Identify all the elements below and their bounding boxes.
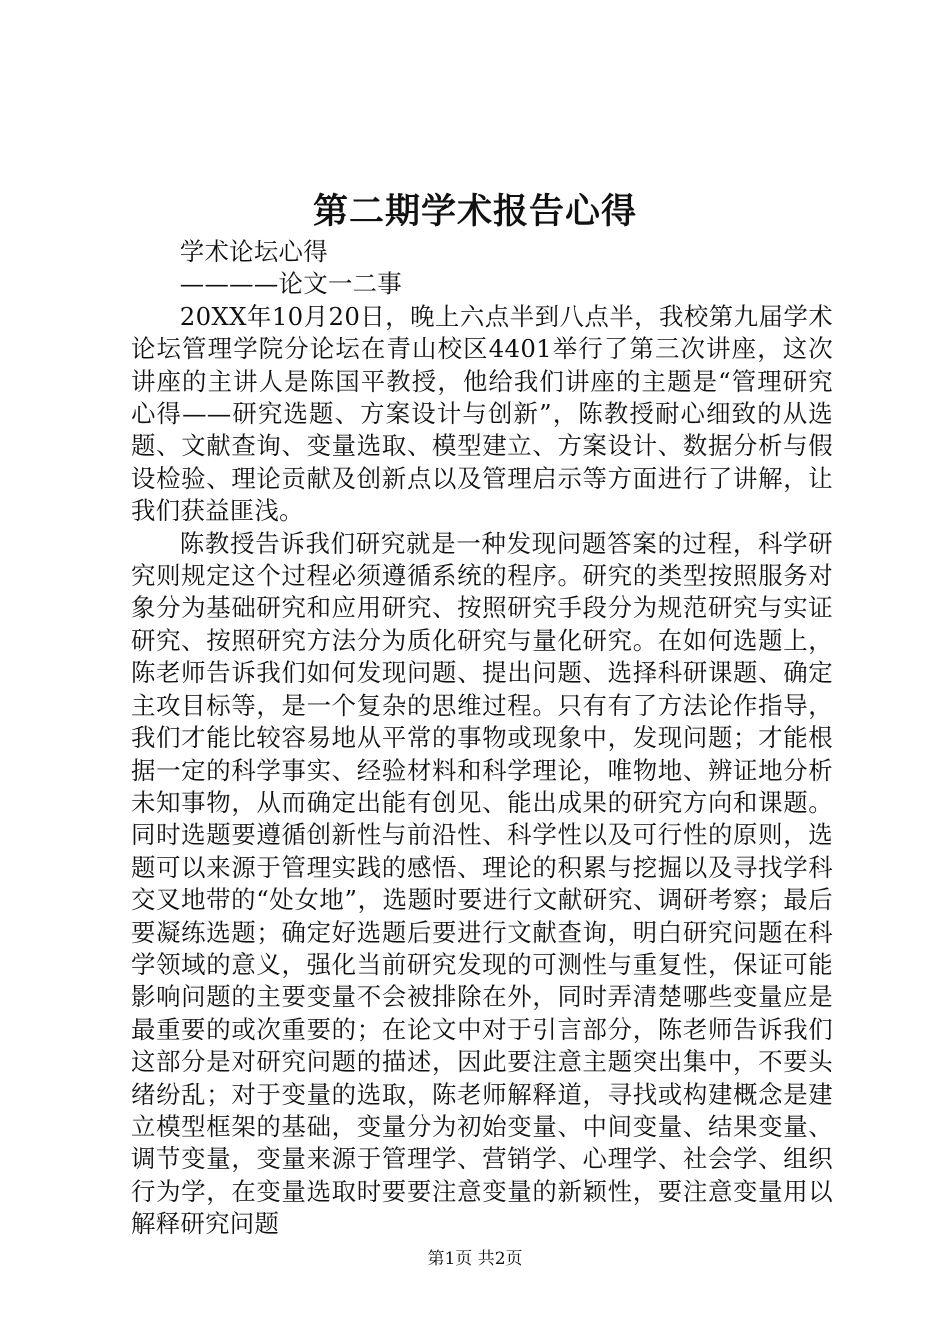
page-number-footer: 第1页 共2页 [427, 1249, 523, 1269]
body-paragraph: 陈教授告诉我们研究就是一种发现问题答案的过程，科学研究则规定这个过程必须遵循系统的程序。研究的类型按照服务对象分为基础研究和应用研究、按照研究手段分为规范研究与实证研究、按照研究方法分为质化研究与量化研究。在如何选题上，陈老师告诉我们如何发现问题、提出问题、选择科研课题、确定主攻目标等，是一个复杂的思维过程。只有有了方法论作指导，我们才能比较容易地从平常的事物或现象中，发现问题；才能根据一定的科学事实、经验材料和科学理论，唯物地、辨证地分析未知事物，从而确定出能有创见、能出成果的研究方向和课题。同时选题要遵循创新性与前沿性、科学性以及可行性的原则，选题可以来源于管理实践的感悟、理论的积累与挖掘以及寻找学科交叉地带的“处女地”，选题时要进行文献研究、调研考察；最后要凝练选题；确定好选题后要进行文献查询，明白研究问题在科学领域的意义，强化当前研究发现的可测性与重复性，保证可能影响问题的主要变量不会被排除在外，同时弄清楚哪些变量应是最重要的或次重要的；在论文中对于引言部分，陈老师告诉我们这部分是对研究问题的描述，因此要注意主题突出集中，不要头绪纷乱；对于变量的选取，陈老师解释道，寻找或构建概念是建立模型框架的基础，变量分为初始变量、中间变量、结果变量、调节变量，变量来源于管理学、营销学、心理学、社会学、组织行为学，在变量选取时要要注意变量的新颖性，要注意变量用以解释研究问题 [131, 528, 833, 1239]
subtitle-line: 学术论坛心得 [179, 237, 328, 266]
body-paragraph: 20XX年10月20日，晚上六点半到八点半，我校第九届学术论坛管理学院分论坛在青山校区4401举行了第三次讲座，这次讲座的主讲人是陈国平教授，他给我们讲座的主题是“管理研究心得——研究选题、方案设计与创新”，陈教授耐心细致的从选题、文献查询、变量选取、模型建立、方案设计、数据分析与假设检验、理论贡献及创新点以及管理启示等方面进行了讲解，让我们获益匪浅。 [131, 301, 833, 526]
document-title: 第二期学术报告心得 [312, 191, 637, 232]
document-body [131, 236, 833, 1241]
subtitle-dash-line: ————论文一二事 [179, 269, 403, 299]
